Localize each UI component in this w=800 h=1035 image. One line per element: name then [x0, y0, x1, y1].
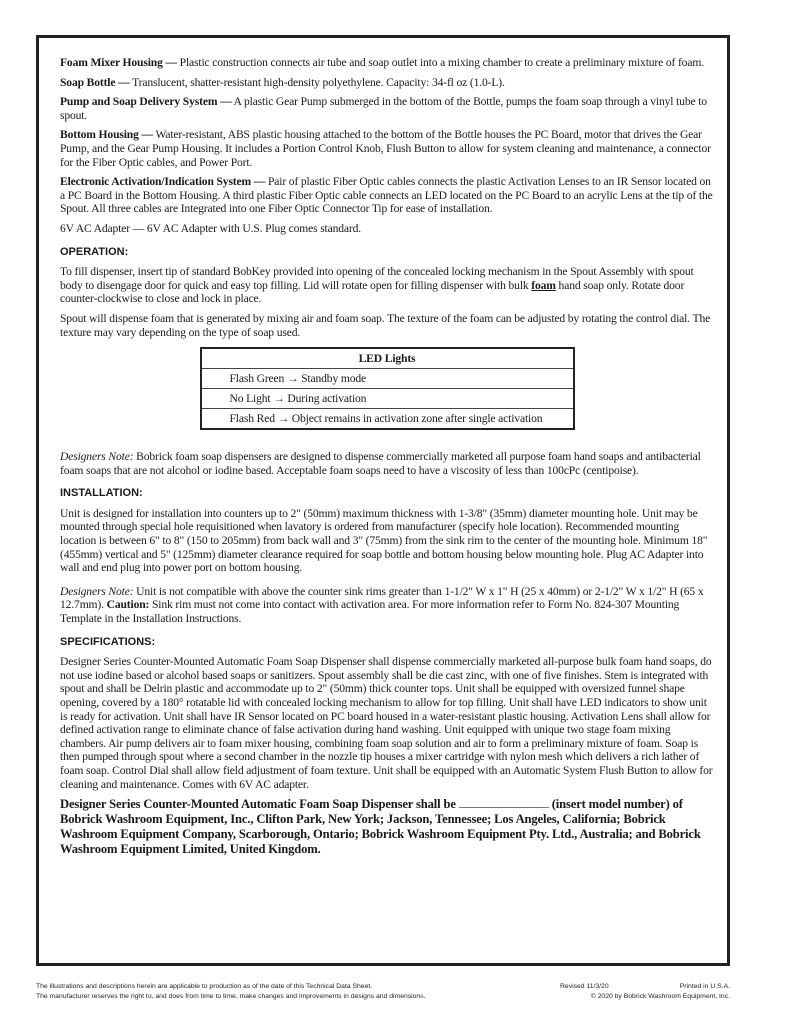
operation-paragraph-1: To fill dispenser, insert tip of standard BobKey provided into opening of the concealed locking mechanism in the Spout Assembly with spout body to disengage door for quick and easy top filling. Lid will rotate open for filling dispenser with bulk foam hand soap only. Rotate door counter-clockwise to close and lock in place. — [60, 265, 694, 306]
specification-statement: Designer Series Counter-Mounted Automatic Foam Soap Dispenser shall be (insert model number) of Bobrick Washroom Equipment, Inc., Clifton Park, New York; Jackson, Tennessee; Los Angeles, California; Bobrick Washroom Equipment Company, Scarborough, Ontario; Bobrick Washroom Equipment Pty. Ltd., Australia; and Bobrick Washroom Equipment Limited, United Kingdom. — [60, 797, 701, 857]
component-pump: Pump and Soap Delivery System — A plastic Gear Pump submerged in the bottom of the Bottle, pumps the foam soap through a vinyl tube to spout. — [60, 95, 707, 122]
led-row: No Light → During activation — [201, 389, 574, 409]
document-body — [60, 56, 714, 863]
designers-note-1: Designers Note: Bobrick foam soap dispensers are designed to dispense commercially marketed all purpose foam hand soaps and antibacterial foam soaps that are not alcohol or iodine based. Acceptable foam soaps need to have a viscosity of less than 100cPc (centipoise). — [60, 450, 701, 477]
led-row: Flash Red → Object remains in activation zone after single activation — [201, 409, 574, 430]
component-bottom-housing: Bottom Housing — Water-resistant, ABS plastic housing attached to the bottom of the Bottle houses the PC Board, motor that drives the Gear Pump, and the Gear Pump Housing. It includes a Portion Control Knob, Flush Button to allow for system cleaning and maintenance, a connector for the Fiber Optic cables, and Power Port. — [60, 128, 711, 169]
operation-heading: OPERATION: — [60, 245, 129, 258]
specifications-paragraph: Designer Series Counter-Mounted Automatic Foam Soap Dispenser shall dispense commercially marketed all-purpose bulk foam hand soaps, do not use iodine based or alcohol based soaps or sanitizers. Spout assembly shall be die cast zinc, with one of five finishes. Stem is integrated with spout and shall be Delrin plastic and accommodate up to 2" (50mm) thick counter tops. Unit shall be equipped with oversized funnel shape opening, covered by a 180° rotatable lid with concealed locking mechanism to allow for top filling. Unit shall have LED indicators to show unit is ready for activation. Unit shall have IR Sensor located on PC board housed in a water-resistant plastic housing. Activation Lens shall allow for defined activation range to eliminate chance of false activation during hand washing. Unit equipped with unique two stage foam mixing chambers. Air pump delivers air to foam mixer housing, combining foam soap solution and air to form a preliminary mixture of foam. Soap is then pumped through spout where a second chamber in the nozzle tip houses a mixer cartridge with nylon mesh which delivers a rich lather of foam soap. Control Dial shall allow field adjustment of foam texture. Unit shall be equipped with an Automatic System Flush Button to allow for cleaning and maintenance. Comes with 6V AC adapter. — [60, 655, 713, 791]
component-soap-bottle: Soap Bottle — Translucent, shatter-resistant high-density polyethylene. Capacity: 34-fl oz (1.0-L). — [60, 75, 505, 89]
component-foam-mixer: Foam Mixer Housing — Plastic construction connects air tube and soap outlet into a mixing chamber to create a preliminary mixture of foam. — [60, 56, 704, 69]
footer-revision — [560, 982, 730, 1001]
led-table-header: LED Lights — [201, 348, 574, 369]
installation-heading: INSTALLATION: — [60, 487, 143, 500]
designers-note-2: Designers Note: Unit is not compatible with above the counter sink rims greater than 1-1/2" W x 1" H (25 x 40mm) or 2-1/2" W x 1/2" H (65 x 12.7mm). Caution: Sink rim must not come into contact with activation area. For more information refer to Form No. 824-307 Mounting Template in the Installation Instructions. — [60, 584, 704, 626]
copyright: © 2020 by Bobrick Washroom Equipment, Inc. — [590, 992, 730, 1000]
model-number-blank — [459, 797, 549, 808]
installation-paragraph: Unit is designed for installation into counters up to 2" (50mm) maximum thickness with 1-3/8" (35mm) diameter mounting hole. Unit may be mounted through special hole requisitioned when lavatory is ordered from manufacturer (specify hole location). Recommended mounting location is between 6" to 8" (150 to 205mm) from back wall and 3" (75mm) from the sink rim to the center of the mounting hole. Minimum 18" (455mm) vertical and 5" (125mm) diameter clearance required for soap bottle and bottom housing below mounting hole. Plug AC Adapter into wall and end plug into power port on bottom housing. — [60, 506, 708, 575]
specifications-heading: SPECIFICATIONS: — [60, 635, 156, 648]
component-electronic-activation: Electronic Activation/Indication System — Pair of plastic Fiber Optic cables connects the plastic Activation Lenses to an IR Sensor located on a PC Board in the Bottom Housing. A third plastic Fiber Optic cable connects an LED located on the PC Board to an acrylic Lens at the tip of the Spout. All three cables are Integrated into one Fiber Optic Connector Tip for ease of installation. — [60, 175, 713, 216]
component-adapter: 6V AC Adapter — 6V AC Adapter with U.S. Plug comes standard. — [60, 221, 362, 235]
led-lights-table — [200, 347, 575, 430]
revised-date: Revised 11/3/20 — [560, 983, 609, 990]
operation-paragraph-2: Spout will dispense foam that is generated by mixing air and foam soap. The texture of the foam can be adjusted by rotating the control dial. The texture may vary depending on the type of soap used. — [60, 311, 711, 339]
led-row: Flash Green → Standby mode — [201, 369, 574, 389]
printed-location: Printed in U.S.A. — [679, 983, 730, 990]
footer-disclaimer: The illustrations and descriptions herein are applicable to production as of the date of this Technical Data Sheet. The manufacturer reserves the right to, and does from time to time, make changes and improvements in designs and dimensions. — [36, 983, 426, 1000]
